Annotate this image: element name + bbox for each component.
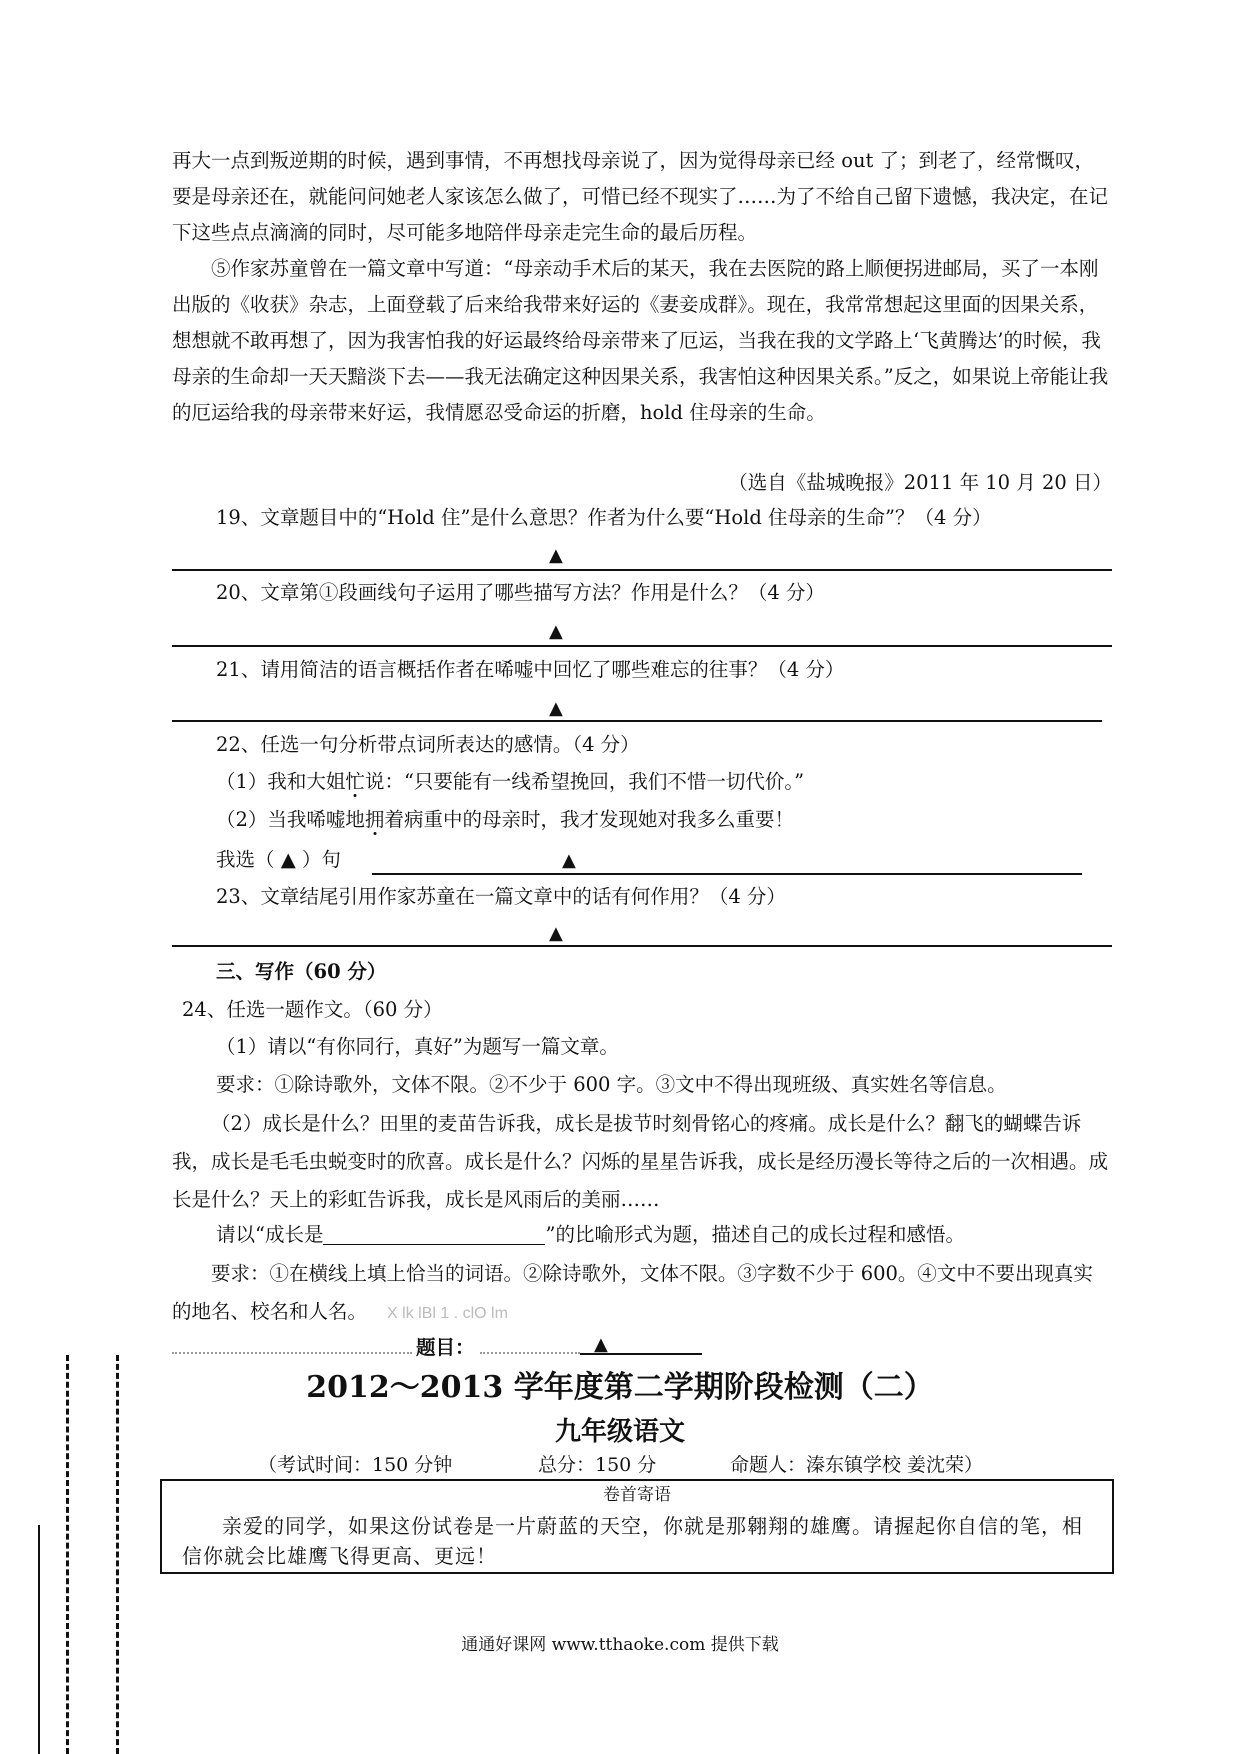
answer-mark-21: ▲ <box>549 698 563 719</box>
topic-2: （2）成长是什么？田里的麦苗告诉我，成长是拔节时刻骨铭心的疼痛。成长是什么？翻飞的蝴蝶告诉我，成长是毛毛虫蜕变时的欣喜。成长是什么？闪烁的星星告诉我，成长是经历漫长等待之后的一次相遇。成长是什么？天上的彩虹告诉我，成长是风雨后的美丽…… <box>172 1112 1109 1211</box>
answer-line-20[interactable] <box>172 645 1112 647</box>
topic-2-title-after: ”的比喻形式为题，描述自己的成长过程和感悟。 <box>545 1223 965 1246</box>
exam-total-score: 总分：150 分 <box>538 1454 657 1476</box>
sentence-2-dotted-word: 拥 <box>364 808 385 831</box>
sentence-2-text-after: 着病重中的母亲时，我才发现她对我多么重要！ <box>384 808 794 831</box>
exam-title: 2012～2013 学年度第二学期阶段检测（二） <box>306 1370 934 1405</box>
question-22-sentence-2 <box>216 805 794 835</box>
answer-line-19[interactable] <box>172 569 1112 571</box>
section-writing-heading: 三、写作（60 分） <box>216 960 387 983</box>
sentence-1-text-before: （1）我和大姐 <box>216 770 346 793</box>
exam-author: 命题人：溱东镇学校 姜沈荣） <box>730 1454 984 1476</box>
watermark-text: X lk lBl 1 . clO lm <box>387 1305 508 1322</box>
foreword-text: 亲爱的同学，如果这份试卷是一片蔚蓝的天空，你就是那翱翔的雄鹰。请握起你自信的笔，相信你就会比雄鹰飞得更高、更远！ <box>182 1514 1083 1568</box>
exam-subject: 九年级语文 <box>554 1417 685 1447</box>
foreword-title: 卷首寄语 <box>603 1485 671 1505</box>
answer-line-23[interactable] <box>172 945 1112 947</box>
binding-dashed-line-right <box>116 1355 119 1754</box>
question-19: 19、文章题目中的“Hold 住”是什么意思？作者为什么要“Hold 住母亲的生命”？（4 分） <box>216 506 992 529</box>
question-23: 23、文章结尾引用作家苏童在一篇文章中的话有何作用？（4 分） <box>216 885 786 908</box>
topic-2-requirements <box>172 1255 1112 1333</box>
passage-source: （选自《盐城晚报》2011 年 10 月 20 日） <box>728 471 1112 494</box>
answer-mark-title: ▲ <box>594 1334 608 1355</box>
question-24: 24、任选一题作文。（60 分） <box>182 998 443 1021</box>
title-dotted-blank[interactable] <box>480 1352 580 1354</box>
answer-mark-23: ▲ <box>549 923 563 944</box>
title-answer-line[interactable] <box>580 1353 702 1355</box>
answer-mark-20: ▲ <box>549 621 563 642</box>
binding-dashed-line-left <box>66 1355 69 1754</box>
dotted-divider <box>172 1352 412 1354</box>
answer-line-22[interactable] <box>372 873 1082 875</box>
passage-paragraph-continued: 再大一点到叛逆期的时候，遇到事情，不再想找母亲说了，因为觉得母亲已经 out 了；到老了，经常慨叹，要是母亲还在，就能问问她老人家该怎么做了，可惜已经不现实了……为了不给自己留下遗憾，我决定，在记下这些点点滴滴的同时，尽可能多地陪伴母亲走完生命的最后历程。 <box>172 149 1109 244</box>
topic-2-title-prompt <box>216 1220 965 1250</box>
answer-line-21[interactable] <box>172 720 1102 722</box>
answer-mark-22: ▲ <box>562 850 576 871</box>
topic-2-requirements-text: 要求：①在横线上填上恰当的词语。②除诗歌外，文体不限。③字数不少于 600。④文中不要出现真实的地名、校名和人名。 <box>172 1262 1093 1323</box>
topic-2-title-before: 请以“成长是 <box>216 1223 324 1246</box>
sentence-1-dotted-word: 忙 <box>345 770 365 793</box>
passage-paragraph-5: ⑤作家苏童曾在一篇文章中写道：“母亲动手术后的某天，我在去医院的路上顺便拐进邮局，买了一本刚出版的《收获》杂志，上面登载了后来给我带来好运的《妻妾成群》。现在，我常常想起这里面的因果关系，想想就不敢再想了，因为我害怕我的好运最终给母亲带来了厄运，当我在我的文学路上‘飞黄腾达’的时候，我母亲的生命却一天天黯淡下去——我无法确定这种因果关系，我害怕这种因果关系。”反之，如果说上帝能让我的厄运给我的母亲带来好运，我情愿忍受命运的折磨，hold 住母亲的生命。 <box>172 257 1109 424</box>
sentence-1-text-after: 说：“只要能有一线希望挽回，我们不惜一切代价。” <box>364 770 805 793</box>
title-label: 题目： <box>416 1336 475 1359</box>
binding-solid-line <box>38 1525 40 1754</box>
topic-2-title-blank[interactable] <box>323 1222 545 1245</box>
footer-credit: 通通好课网 www.tthaoke.com 提供下载 <box>461 1635 779 1655</box>
question-20: 20、文章第①段画线句子运用了哪些描写方法？作用是什么？（4 分） <box>216 581 825 604</box>
answer-mark-19: ▲ <box>549 545 563 566</box>
foreword-box <box>160 1479 1114 1574</box>
question-22-choose: 我选（ ▲ ）句 <box>216 848 341 871</box>
question-22: 22、任选一句分析带点词所表达的感情。（4 分） <box>216 733 640 756</box>
topic-1-requirements: 要求：①除诗歌外，文体不限。②不少于 600 字。③文中不得出现班级、真实姓名等信息。 <box>216 1073 1007 1096</box>
topic-1: （1）请以“有你同行，真好”为题写一篇文章。 <box>216 1035 619 1058</box>
sentence-2-text-before: （2）当我唏嘘地 <box>216 808 365 831</box>
question-21: 21、请用简洁的语言概括作者在唏嘘中回忆了哪些难忘的往事？（4 分） <box>216 658 845 681</box>
question-22-sentence-1 <box>216 767 804 797</box>
exam-time: （考试时间：150 分钟 <box>258 1454 453 1476</box>
